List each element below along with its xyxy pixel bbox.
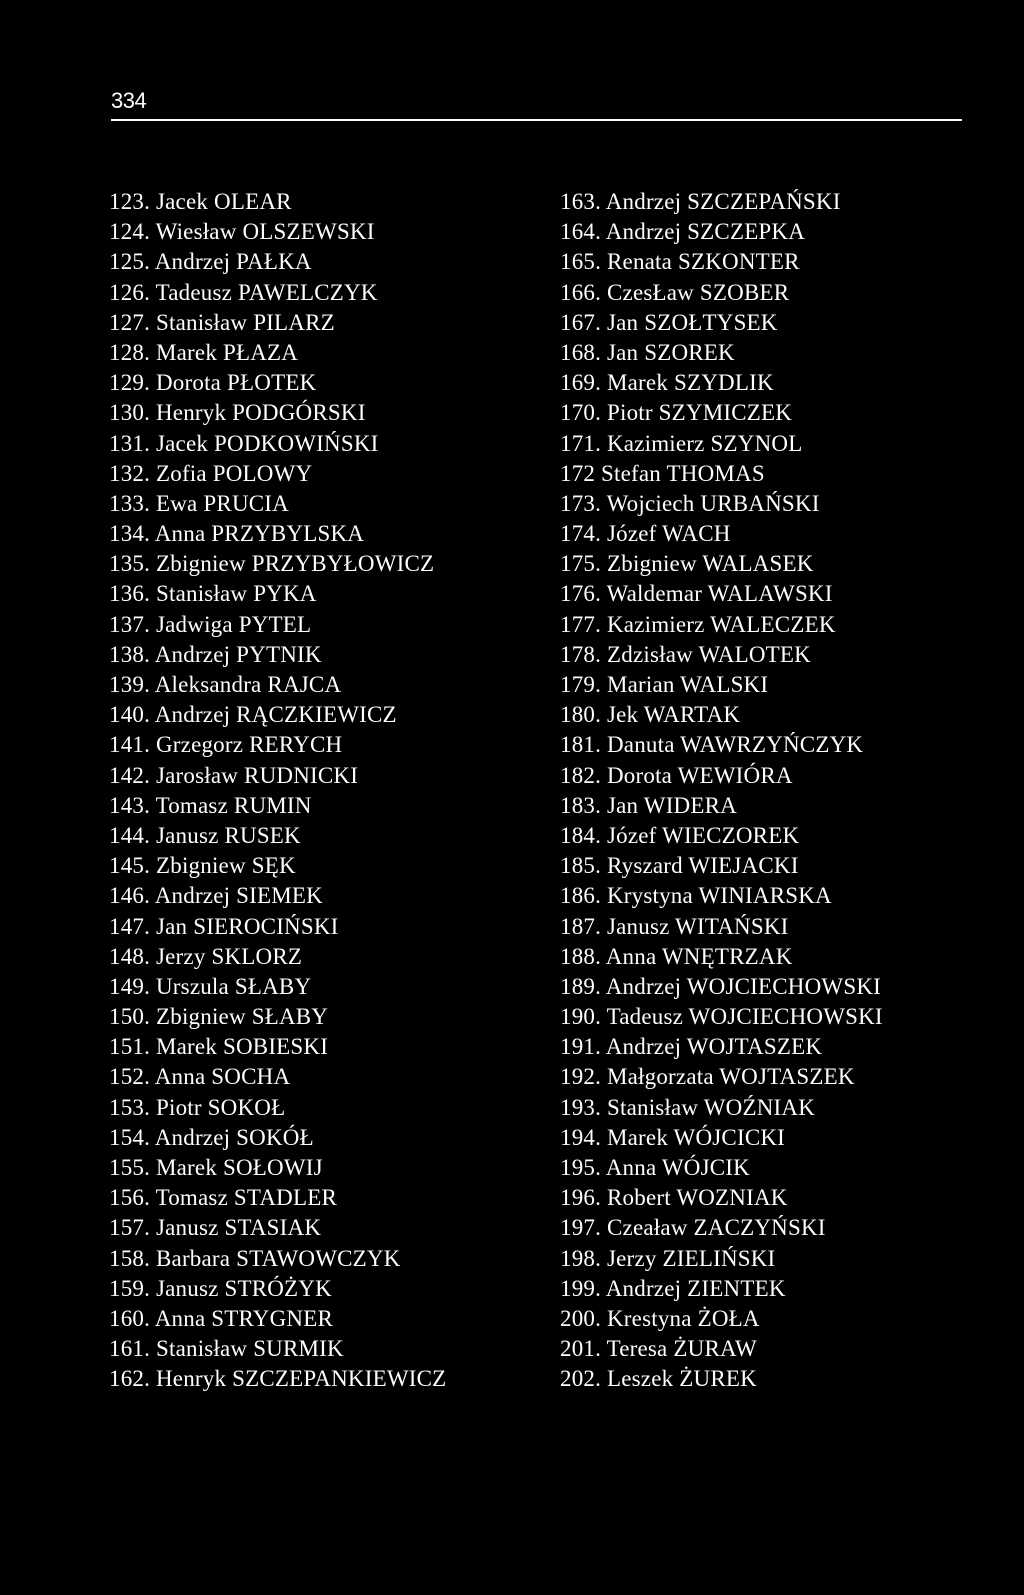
- list-entry: 149. Urszula SŁABY: [109, 973, 312, 999]
- list-entry: 145. Zbigniew SĘK: [109, 853, 296, 879]
- list-entry: 160. Anna STRYGNER: [109, 1305, 334, 1331]
- list-entry: 141. Grzegorz RERYCH: [109, 732, 343, 758]
- page-number: 334: [111, 88, 147, 113]
- list-entry: 144. Janusz RUSEK: [109, 822, 301, 848]
- list-entry: 181. Danuta WAWRZYŃCZYK: [560, 732, 864, 758]
- list-entry: 176. Waldemar WALAWSKI: [560, 581, 833, 607]
- list-entry: 164. Andrzej SZCZEPKA: [560, 219, 806, 245]
- list-entry: 124. Wiesław OLSZEWSKI: [109, 219, 375, 245]
- header-rule: [111, 119, 962, 121]
- list-entry: 171. Kazimierz SZYNOL: [560, 430, 803, 456]
- list-entry: 165. Renata SZKONTER: [560, 249, 800, 275]
- list-entry: 187. Janusz WITAŃSKI: [560, 913, 789, 939]
- list-entry: 140. Andrzej RĄCZKIEWICZ: [109, 702, 397, 728]
- list-entry: 168. Jan SZOREK: [560, 339, 735, 365]
- list-entry: 151. Marek SOBIESKI: [109, 1034, 329, 1060]
- list-entry: 137. Jadwiga PYTEL: [109, 611, 312, 637]
- list-entry: 161. Stanisław SURMIK: [109, 1336, 344, 1362]
- list-entry: 197. Czeaław ZACZYŃSKI: [560, 1215, 826, 1241]
- list-entry: 174. Józef WACH: [560, 521, 731, 547]
- list-entry: 198. Jerzy ZIELIŃSKI: [560, 1245, 776, 1271]
- list-entry: 130. Henryk PODGÓRSKI: [109, 400, 366, 426]
- list-entry: 166. CzesŁaw SZOBER: [560, 279, 790, 305]
- list-entry: 179. Marian WALSKI: [560, 672, 769, 697]
- list-entry: 126. Tadeusz PAWELCZYK: [109, 279, 378, 305]
- list-entry: 184. Józef WIECZOREK: [560, 822, 800, 848]
- list-entry: 195. Anna WÓJCIK: [560, 1155, 750, 1180]
- list-entry: 185. Ryszard WIEJACKI: [560, 853, 799, 879]
- list-entry: 158. Barbara STAWOWCZYK: [109, 1245, 401, 1271]
- list-entry: 154. Andrzej SOKÓŁ: [109, 1124, 314, 1150]
- list-entry: 131. Jacek PODKOWIŃSKI: [109, 430, 379, 456]
- list-entry: 133. Ewa PRUCIA: [109, 490, 289, 516]
- list-entry: 125. Andrzej PAŁKA: [109, 249, 312, 275]
- list-entry: 123. Jacek OLEAR: [109, 189, 292, 214]
- list-entry: 134. Anna PRZYBYLSKA: [109, 521, 365, 547]
- list-entry: 139. Aleksandra RAJCA: [109, 672, 342, 697]
- list-entry: 193. Stanisław WOŹNIAK: [560, 1094, 816, 1120]
- list-entry: 188. Anna WNĘTRZAK: [560, 943, 793, 969]
- list-entry: 129. Dorota PŁOTEK: [109, 370, 317, 396]
- list-entry: 155. Marek SOŁOWIJ: [109, 1155, 323, 1180]
- list-entry: 175. Zbigniew WALASEK: [560, 551, 814, 577]
- list-entry: 183. Jan WIDERA: [560, 792, 737, 818]
- list-entry: 202. Leszek ŻUREK: [560, 1366, 757, 1392]
- name-list-right-column: [560, 187, 883, 1395]
- list-entry: 182. Dorota WEWIÓRA: [560, 762, 793, 788]
- list-entry: 196. Robert WOZNIAK: [560, 1185, 788, 1211]
- name-list-left-column: [109, 187, 446, 1395]
- list-entry: 127. Stanisław PILARZ: [109, 309, 335, 335]
- list-entry: 177. Kazimierz WALECZEK: [560, 611, 836, 637]
- list-entry: 136. Stanisław PYKA: [109, 581, 317, 607]
- list-entry: 178. Zdzisław WALOTEK: [560, 641, 811, 667]
- list-entry: 192. Małgorzata WOJTASZEK: [560, 1064, 855, 1090]
- list-entry: 201. Teresa ŻURAW: [560, 1336, 757, 1362]
- list-entry: 162. Henryk SZCZEPANKIEWICZ: [109, 1366, 447, 1392]
- list-entry: 163. Andrzej SZCZEPAŃSKI: [560, 189, 841, 214]
- list-entry: 191. Andrzej WOJTASZEK: [560, 1034, 823, 1060]
- list-entry: 200. Krestyna ŻOŁA: [560, 1305, 760, 1331]
- list-entry: 150. Zbigniew SŁABY: [109, 1004, 329, 1030]
- list-entry: 167. Jan SZOŁTYSEK: [560, 309, 778, 335]
- list-entry: 190. Tadeusz WOJCIECHOWSKI: [560, 1004, 883, 1030]
- list-entry: 138. Andrzej PYTNIK: [109, 641, 322, 667]
- list-entry: 146. Andrzej SIEMEK: [109, 883, 323, 909]
- list-entry: 186. Krystyna WINIARSKA: [560, 883, 832, 909]
- list-entry: 172 Stefan THOMAS: [560, 460, 765, 486]
- list-entry: 135. Zbigniew PRZYBYŁOWICZ: [109, 551, 435, 577]
- list-entry: 157. Janusz STASIAK: [109, 1215, 322, 1241]
- list-entry: 180. Jek WARTAK: [560, 702, 741, 728]
- list-entry: 170. Piotr SZYMICZEK: [560, 400, 793, 426]
- list-entry: 159. Janusz STRÓŻYK: [109, 1275, 332, 1301]
- list-entry: 153. Piotr SOKOŁ: [109, 1094, 286, 1120]
- list-entry: 173. Wojciech URBAŃSKI: [560, 490, 820, 516]
- list-entry: 199. Andrzej ZIENTEK: [560, 1275, 786, 1301]
- list-entry: 194. Marek WÓJCICKI: [560, 1124, 786, 1150]
- list-entry: 152. Anna SOCHA: [109, 1064, 291, 1090]
- list-entry: 143. Tomasz RUMIN: [109, 792, 312, 818]
- list-entry: 132. Zofia POLOWY: [109, 460, 313, 486]
- list-entry: 189. Andrzej WOJCIECHOWSKI: [560, 973, 881, 999]
- list-entry: 156. Tomasz STADLER: [109, 1185, 337, 1211]
- list-entry: 169. Marek SZYDLIK: [560, 370, 774, 396]
- list-entry: 142. Jarosław RUDNICKI: [109, 762, 359, 788]
- list-entry: 128. Marek PŁAZA: [109, 339, 299, 365]
- list-entry: 148. Jerzy SKLORZ: [109, 943, 303, 969]
- list-entry: 147. Jan SIEROCIŃSKI: [109, 913, 339, 939]
